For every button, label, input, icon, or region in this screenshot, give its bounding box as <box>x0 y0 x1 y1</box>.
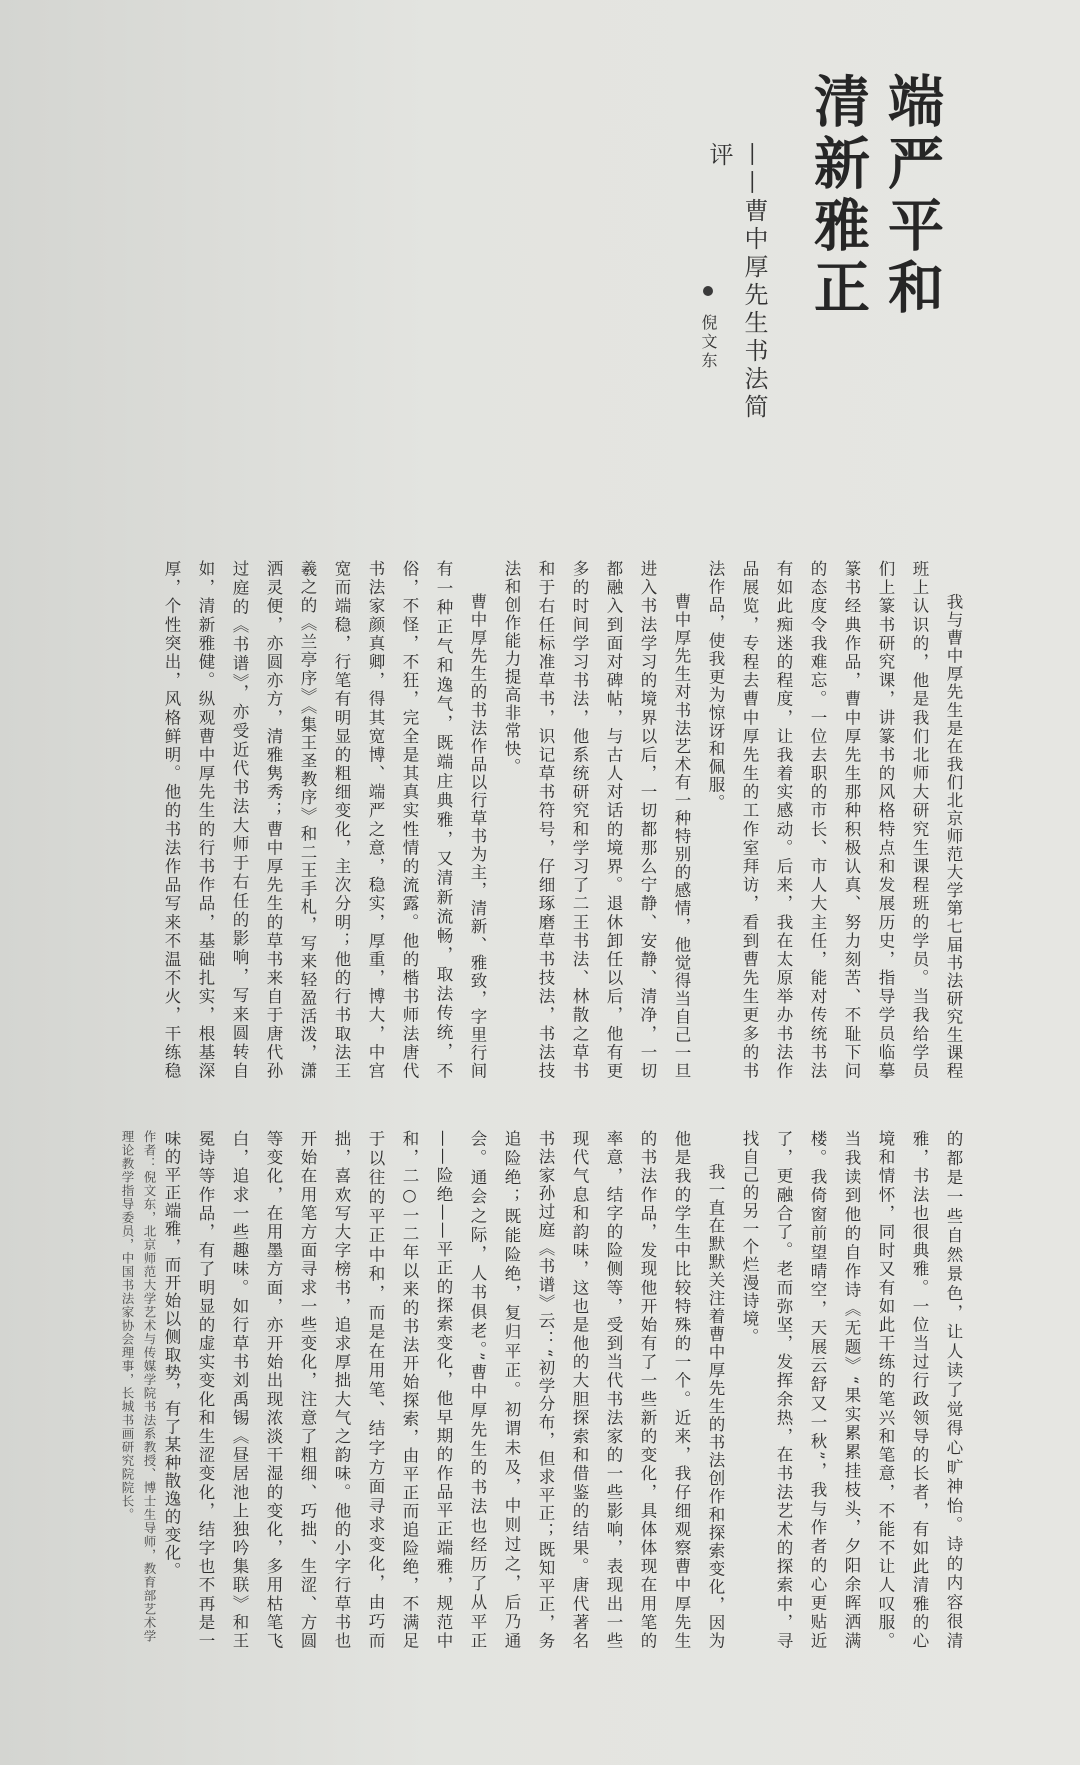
bullet-icon <box>703 286 713 296</box>
author-footnote: 作者：倪文东，北京师范大学艺术与传媒学院书法系教授、博士生导师，教育部艺术学理论教学指导委员，中国书法家协会理事，长城书画研究院院长。 <box>120 1130 157 1643</box>
title-line-2: 清新雅正 <box>805 72 871 320</box>
paragraph: 曹中厚先生的书法作品以行草书为主，清新、雅致，字里行间有一种正气和逸气，既端庄典雅，又清新流畅，取法传统，不俗，不怪，不狂，完全是其真实性情的流露。他的楷书师法唐代书法家颜真卿，得其宽博、端严之意，稳实，厚重，博大，中宫宽而端稳，行笔有明显的粗细变化，主次分明；他的行书取法王羲之的《兰亭序》《集王圣教序》和二王手札，写来轻盈活泼，潇洒灵便，亦圆亦方，清雅隽秀；曹中厚先生的草书来自于唐代孙过庭的《书谱》，亦受近代书法大师于右任的影响，写来圆转自如，清新雅健。纵观曹中厚先生的行书作品，基础扎实，根基深厚，个性突出，风格鲜明。他的书法作品写来不温不火，干练稳 <box>162 560 487 1080</box>
body-text-top <box>150 560 970 1080</box>
author-name: 倪文东 <box>699 314 718 372</box>
paragraph: 我与曹中厚先生是在我们北京师范大学第七届书法研究生课程班上认识的，他是我们北师大研究生课程班的学员。当我给学员们上篆书研究课，讲篆书的风格特点和发展历史，指导学员临摹篆书经典作品，曹中厚先生那种积极认真、努力刻苦、不耻下问的态度令我难忘。一位去职的市长、市人大主任，能对传统书法有如此痴迷的程度，让我着实感动。后来，我在太原举办书法作品展览，专程去曹中厚先生的工作室拜访，看到曹先生更多的书法作品，使我更为惊讶和佩服。 <box>706 560 963 1080</box>
paragraph: 我一直在默默关注着曹中厚先生的书法创作和探索变化，因为他是我的学生中比较特殊的一个。近来，我仔细观察曹中厚先生的书法作品，发现他开始有了一些新的变化，具体体现在用笔的率意，结字的险侧等，受到当代书法家的一些影响，表现出一些现代气息和韵味，这也是他的大胆探索和借鉴的结果。唐代著名书法家孙过庭《书谱》云：“初学分布，但求平正；既知平正，务追险绝；既能险绝，复归平正。初谓未及，中则过之，后乃通会。通会之际，人书俱老。”曹中厚先生的书法也经历了从平正——险绝——平正的探索变化，他早期的作品平正端雅，规范中和，二○一二年以来的书法开始探索，由平正而追险绝，不满足于以往的平正中和，而是在用笔、结字方面寻求变化，由巧而拙，喜欢写大字榜书，追求厚拙大气之韵味。他的小字行草书也开始在用笔方面寻求一些变化，注意了粗细、巧拙、生涩、方圆等变化，在用墨方面，亦开始出现浓淡干湿的变化，多用枯笔飞白，追求一些趣味。如行草书刘禹锡《昼居池上独吟集联》和王冕诗等作品，有了明显的虚实变化和生涩变化，结字也不再是一味的平正端雅，而开始以侧取势，有了某种散逸的变化。 <box>162 1130 725 1650</box>
title-block <box>702 72 945 432</box>
title-line-1: 端严平和 <box>879 72 945 320</box>
paragraph: 的都是一些自然景色，让人读了觉得心旷神怡。诗的内容很清雅，书法也很典雅。一位当过行政领导的长者，有如此清雅的心境和情怀，同时又有如此干练的笔兴和笔意，不能不让人叹服。当我读到他的自作诗《无题》“果实累累挂枝头，夕阳余晖洒满楼。我倚窗前望晴空，天展云舒又一秋”，我与作者的心更贴近了，更融合了。老而弥坚，发挥余热，在书法艺术的探索中，寻找自己的另一个烂漫诗境。 <box>740 1130 963 1650</box>
subtitle: ——曹中厚先生书法简评 <box>705 142 768 422</box>
body-text-bottom <box>150 1130 970 1650</box>
paragraph: 曹中厚先生对书法艺术有一种特别的感情，他觉得当自己一旦进入书法学习的境界以后，一切都那么宁静、安静、清净，一切都融入到面对碑帖，与古人对话的境界。退休卸任以后，他有更多的时间学习书法，他系统研究和学习了二王书法、林散之草书和于右任标准草书，识记草书符号，仔细琢磨草书技法，书法技法和创作能力提高非常快。 <box>502 560 691 1080</box>
author-byline <box>697 286 720 371</box>
